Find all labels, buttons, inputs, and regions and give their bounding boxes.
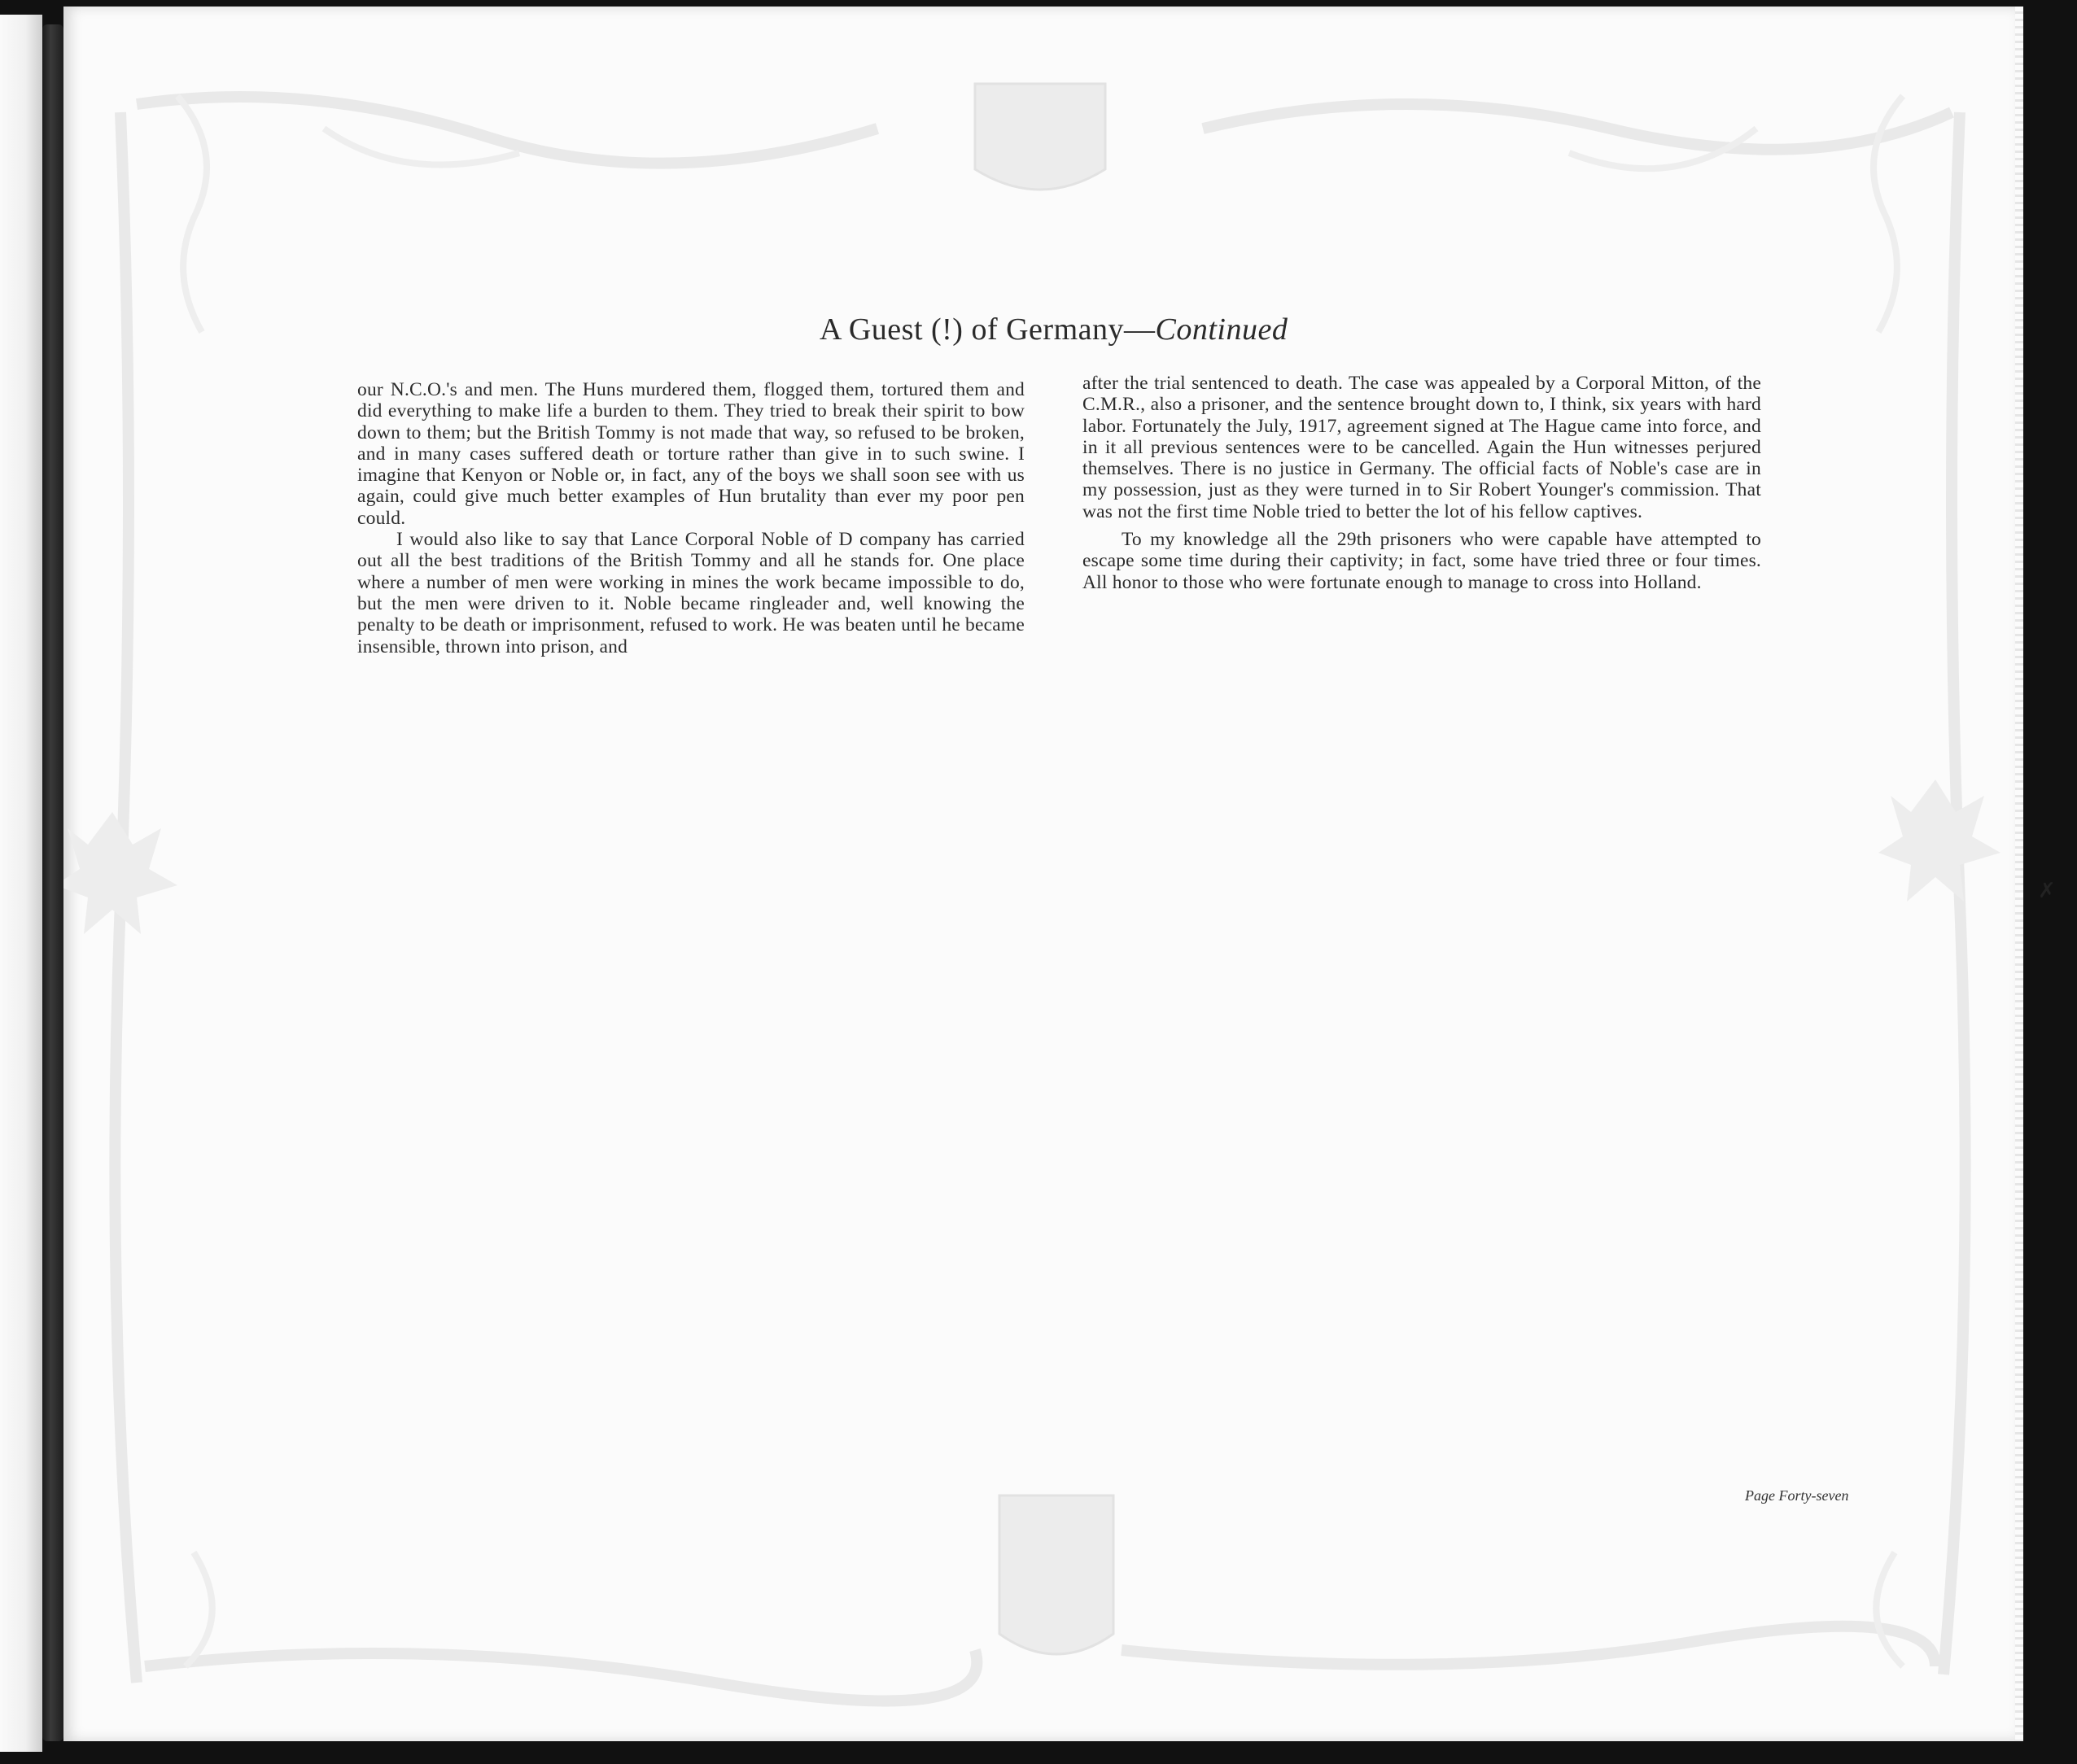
page-tear-mark: ✗ (2038, 879, 2056, 903)
right-column (1082, 373, 1761, 593)
bottom-crest-icon (999, 1495, 1113, 1654)
right-page-edge (2015, 7, 2023, 1741)
title-continued: Continued (1155, 312, 1288, 347)
book-spine (42, 24, 63, 1741)
paragraph: our N.C.O.'s and men. The Huns murdered them, flogged them, tortured them and did everything to make life a burden to them. They tried to break their spirit to bow down to them; but the British Tommy is not made that way, so refused to be broken, and in many cases suffered death or torture rather than give in to such swine. I imagine that Kenyon or Noble or, in fact, any of the boys we shall soon see with us again, could give much better examples of Hun brutality than ever my poor pen could. (357, 379, 1025, 529)
paragraph: after the trial sentenced to death. The case was appealed by a Corporal Mitton, of the C.M.R., also a prisoner, and the sentence brought down to, I think, six years with hard labor. Fortunately the July, 1917, agreement signed at The Hague came into force, and in it all previous sentences were to be cancelled. Again the Hun witnesses perjured themselves. There is no justice in Germany. The official facts of Noble's case are in my possession, just as they were turned in to Sir Robert Younger's commission. That was not the first time Noble tried to better the lot of his fellow captives. (1082, 373, 1761, 522)
left-page-edge (0, 15, 42, 1752)
page-title (820, 312, 1471, 347)
title-main: A Guest (!) of Germany— (820, 312, 1156, 347)
top-crest-icon (975, 84, 1105, 190)
maple-leaf-icon (63, 779, 2000, 934)
document-page (63, 7, 2056, 1741)
page-number: Page Forty-seven (1745, 1487, 1849, 1504)
paragraph: To my knowledge all the 29th prisoners who were capable have attempted to escape some time during their captivity; in fact, some have tried three or four times. All honor to those who were fortunate enough to manage to cross into Holland. (1082, 529, 1761, 593)
decorative-border (63, 7, 2015, 1741)
paragraph: I would also like to say that Lance Corporal Noble of D company has carried out all the best traditions of the British Tommy and all he stands for. One place where a number of men were working in mines the work became impossible to do, but the men were driven to it. Noble became ringleader and, well knowing the penalty to be death or imprisonment, refused to work. He was beaten until he became insensible, thrown into prison, and (357, 529, 1025, 657)
left-column (357, 379, 1025, 657)
